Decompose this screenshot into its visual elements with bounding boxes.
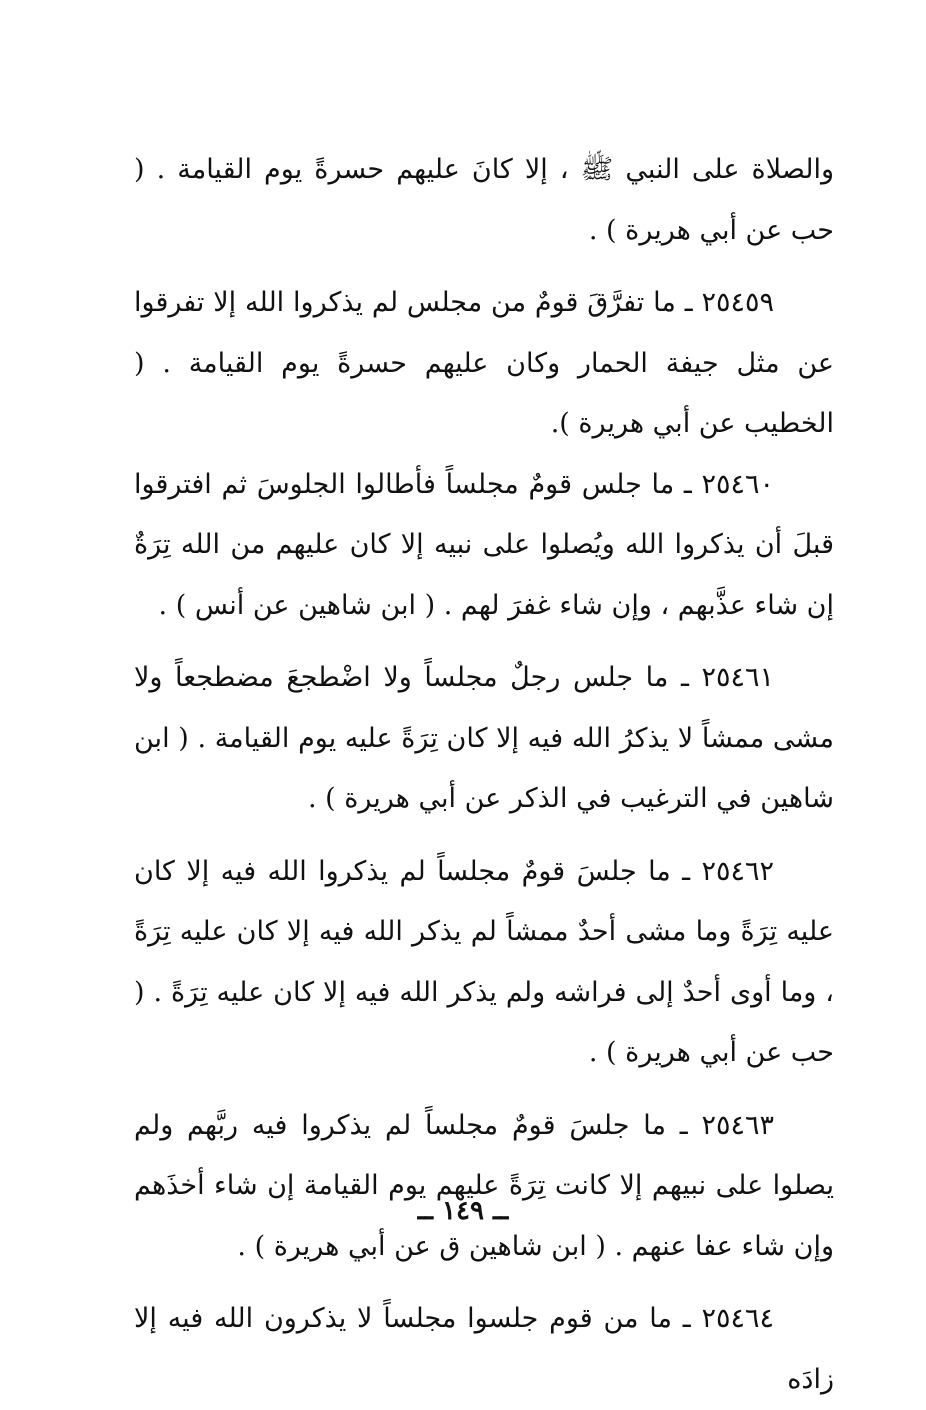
page-number: ــ ١٤٩ ــ: [417, 1196, 509, 1226]
hadith-25464: ٢٥٤٦٤ ـ ما من قوم جلسوا مجلساً لا يذكرون الله فيه إلا زادَه: [134, 1303, 834, 1395]
paragraph-continuation: والصلاة على النبي ﷺ ، إلا كانَ عليهم حسرةً يوم القيامة . ( حب عن أبي هريرة ) .: [134, 154, 834, 246]
hadith-25463: ٢٥٤٦٣ ـ ما جلسَ قومٌ مجلساً لم يذكروا فيه ربَّهم ولم يصلوا على نبيهم إلا كانت تِرَةً عليهم يوم القيامة إن شاء أخذَهم وإن شاء عفا عنهم . ( ابن شاهين ق عن أبي هريرة ) .: [134, 1109, 834, 1262]
hadith-25460: ٢٥٤٦٠ ـ ما جلس قومٌ مجلساً فأطالوا الجلوسَ ثم افترقوا قبلَ أن يذكروا الله ويُصلوا على نبيه إلا كان عليهم من الله تِرَةٌ إن شاء عذَّبهم ، وإن شاء غفرَ لهم . ( ابن شاهين عن أنس ) .: [134, 468, 834, 621]
hadith-25459: ٢٥٤٥٩ ـ ما تفرَّقَ قومٌ من مجلس لم يذكروا الله إلا تفرقوا عن مثل جيفة الحمار وكان عليهم حسرةً يوم القيامة . ( الخطيب عن أبي هريرة ).: [134, 287, 835, 439]
hadith-25462: ٢٥٤٦٢ ـ ما جلسَ قومٌ مجلساً لم يذكروا الله فيه إلا كان عليه تِرَةً وما مشى أحدٌ ممشاً لم يذكر الله فيه إلا كان عليه تِرَةً ، وما أوى أحدٌ إلى فراشه ولم يذكر الله فيه إلا كان عليه تِرَةً . ( حب عن أبي هريرة ) .: [134, 855, 834, 1068]
hadith-25461: ٢٥٤٦١ ـ ما جلس رجلٌ مجلساً ولا اضْطجعَ مضطجعاً ولا مشى ممشاً لا يذكرُ الله فيه إلا كان تِرَةً عليه يوم القيامة . ( ابن شاهين في الترغيب في الذكر عن أبي هريرة ) .: [134, 662, 834, 814]
